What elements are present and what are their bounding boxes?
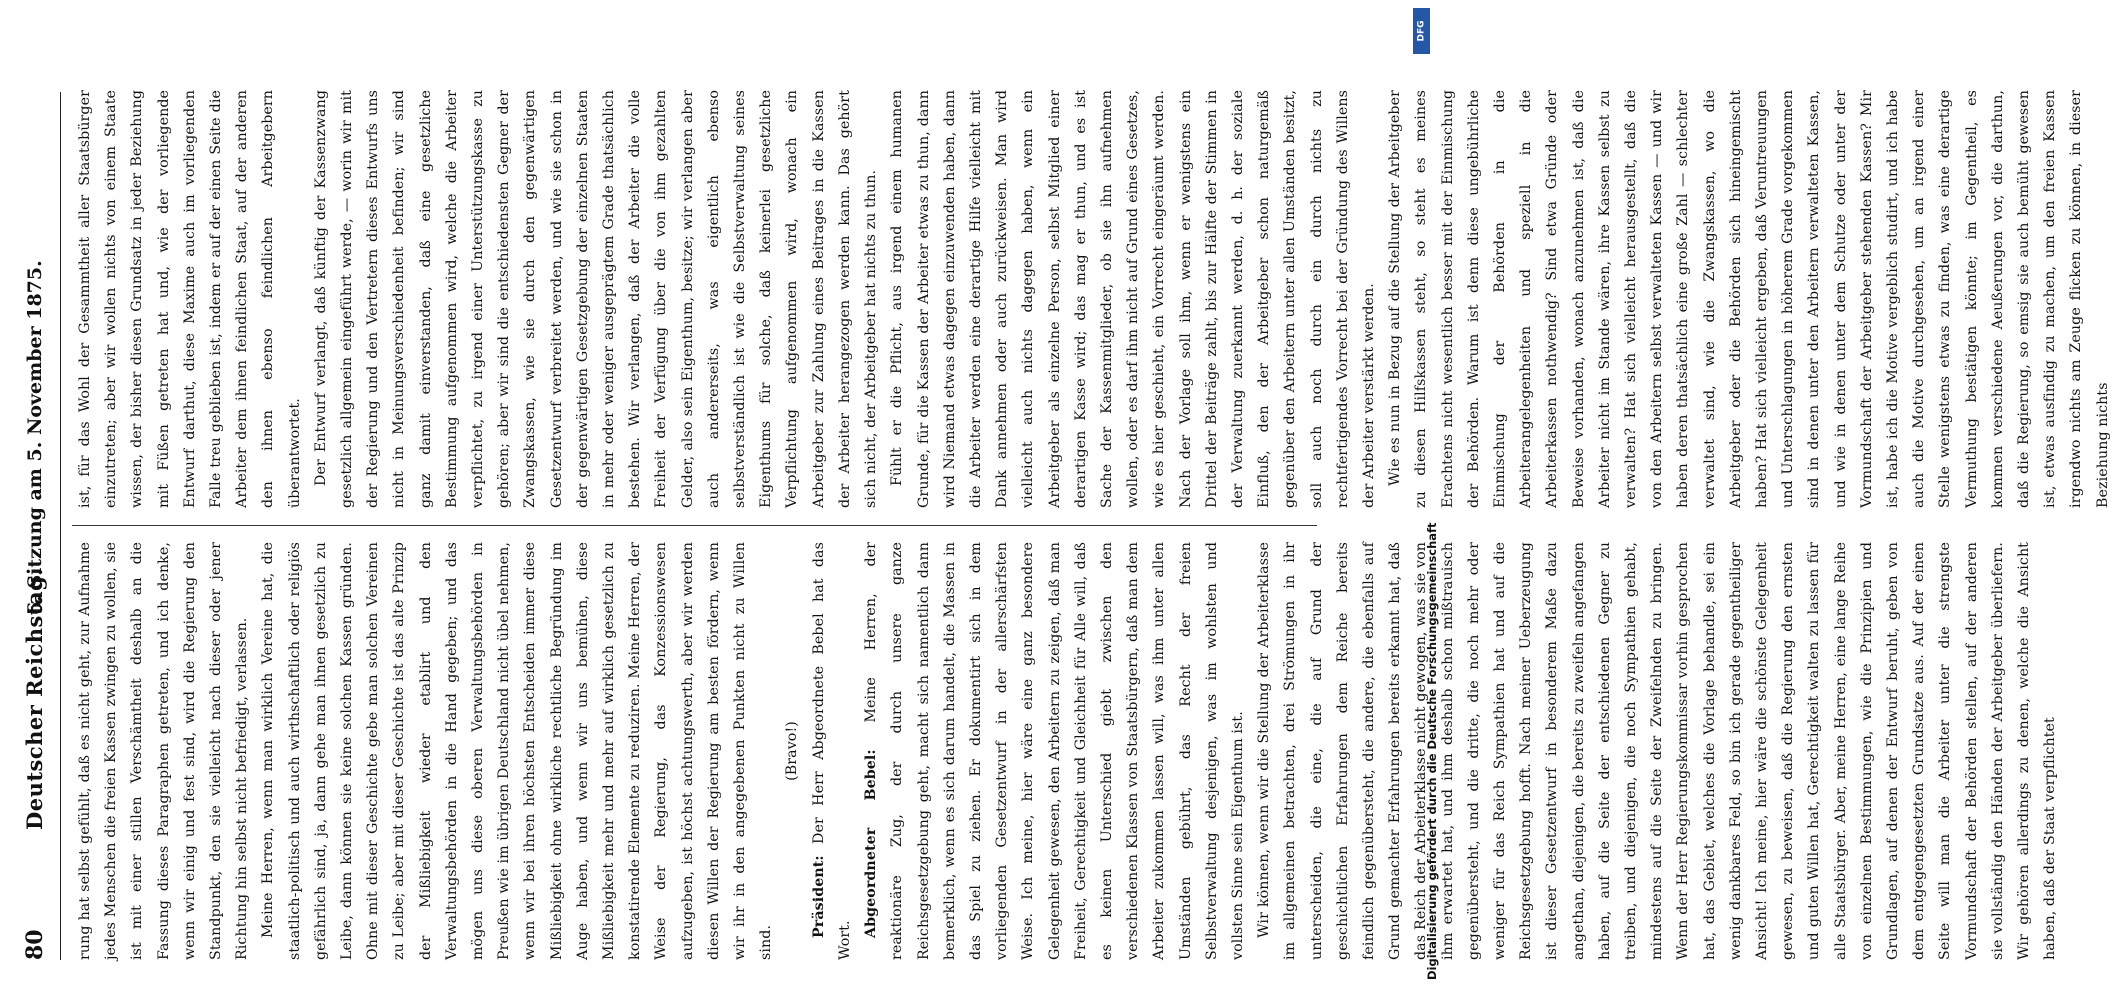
dfg-logo: DFG [1413, 8, 1430, 54]
session-heading: 6. Sitzung am 5. November 1875. [24, 260, 46, 615]
speaker-label: Abgeordneter Bebel: [863, 749, 880, 938]
journal-title: Deutscher Reichstag. [22, 567, 47, 830]
speech-text: Der Herr Abgeordnete Bebel hat das Wort. [810, 542, 853, 960]
body-paragraph: Fühlt er die Pflicht, aus irgend einem humanen Grunde, für die Kassen der Arbeiter etwas zu thun, dann wird Niemand etwas dagegen einzuwenden haben, dann die Arbeiter werden eine derartige Hilfe vielleicht mit Dank annehmen oder auch zurückweisen. Man wird vielleicht auch nichts dagegen haben, wenn ein Arbeitgeber als einzelne Person, selbst Mitglied einer derartigen Kasse wird; das mag er thun, und es ist Sache der Kassenmitglieder, ob sie ihn aufnehmen wollen, oder es darf ihm nicht auf Grund eines Gesetzes, wie es hier geschieht, ein Vorrecht eingeräumt werden. Nach der Vorlage soll ihm, wenn er wenigstens ein Drittel der Beiträge zahlt, bis zur Hälfte der Stimmen in der Verwaltung zuerkannt werden, d. h. der soziale Einfluß, den der Arbeitgeber schon naturgemäß gegenüber den Arbeitern unter allen Umständen besitzt, soll auch noch durch ein durch nichts zu rechtfertigendes Vorrecht bei der Gründung des Willens der Arbeiter verstärkt werden. [889, 90, 1377, 508]
body-paragraph: Meine Herren, wenn man wirklich Vereine hat, die staatlich-politisch und auch wirthschaftlich oder religiös gefährlich sind, ja, dann gehe man ihnen gesetzlich zu Leibe, dann können sie keine solchen Kassen gründen. Ohne mit dieser Geschichte gebe man solchen Vereinen zu Leibe; aber mit dieser Geschichte ist das alte Prinzip der Mißliebigkeit wieder etablirt und den Verwaltungsbehörden in die Hand gegeben; und das mögen uns diese oberen Verwaltungsbehörden in Preußen wie im übrigen Deutschland nicht übel nehmen, wenn wir bei ihren höchsten Entscheiden immer diese Mißliebigkeit ohne wirkliche rechtliche Begründung im Auge haben, und wenn wir uns bemühen, diese Mißliebigkeit mehr und mehr auf wirklich gesetzlich zu konstatirende Elemente zu reduziren. Meine Herren, der Weise der Regierung, das Konzessionswesen aufzugeben, ist höchst achtungswerth, aber wir werden diesen Willen der Regierung am besten fördern, wenn wir ihr in den angegebenen Punkten nicht zu Willen sind. [260, 542, 775, 960]
speech-paragraph [858, 542, 1251, 960]
digitization-notice-text: Digitalisierung gefördert durch die Deutsche Forschungsgemeinschaft [1425, 522, 1439, 980]
page-header [14, 92, 61, 960]
continued-paragraph: rung hat selbst gefühlt, daß es nicht geht, zur Aufnahme jedes Menschen die freien Kassen zwingen zu wollen, sie ist mit einer stillen Verschämtheit deshalb an die Fassung dieses Paragraphen getreten, und ich denke, wenn wir einig und fest sind, wird die Regierung den Standpunkt, den sie vielleicht nach dieser oder jener Richtung hin selbst nicht befriedigt, verlassen. [77, 542, 251, 960]
body-paragraph: Wir können, wenn wir die Stellung der Arbeiterklasse im allgemeinen betrachten, drei Strömungen in ihr unterscheiden, die eine, die auf Grund der geschichtlichen Erfahrungen dem Reiche bereits feindlich gegenübersteht, die andere, die ebenfalls auf Grund gemachter Erfahrungen bereits erkannt hat, daß das Reich der Arbeiterklasse nicht gewogen, was sie von ihm erwartet hat, und ihm deshalb schon mißtrauisch gegenübersteht, und die dritte, die noch mehr oder weniger für das Reich Sympathien hat und auf die Reichsgesetzgebung hofft. Nach meiner Ueberzeugung ist dieser Gesetzentwurf in besonderem Maße dazu angethan, diejenigen, die bereits zu zweifeln angefangen haben, auf die Seite der entschiedenen Gegner zu treiben, und diejenigen, die noch Sympathien gehabt, mindestens auf die Seite der Zweifelnden zu bringen. Wenn der Herr Regierungskommissar vorhin gesprochen hat, das Gebiet, welches die Vorlage behandle, sei ein wenig dankbares Feld, so bin ich gerade gegentheiliger Ansicht! Ich meine, hier wäre die schönste Gelegenheit gewesen, zu beweisen, daß die Regierung den ernsten und guten Willen hat, Gerechtigkeit walten zu lassen für alle Staatsbürger. Aber, meine Herren, eine lange Reihe von einzelnen Bestimmungen, wie die Prinzipien und Grundlagen, auf denen der Entwurf beruht, geben von dem entgegengesetzten Grundsatze aus. Auf der einen Seite will man die Arbeiter unter die strengste Vormundschaft der Behörden stellen, auf der anderen sie vollständig den Händen der Arbeitgeber überliefern. Wir gehören allerdings zu denen, welche die Ansicht haben, daß der Staat verpflichtet [1256, 542, 2059, 960]
speaker-label: Präsident: [810, 855, 827, 938]
body-paragraph: Der Entwurf verlangt, daß künftig der Kassenzwang gesetzlich allgemein eingeführt werde, — worin wir mit der Regierung und den Vertretern dieses Entwurfs uns nicht in Meinungsverschiedenheit befinden; wir sind ganz damit einverstanden, daß eine gesetzliche Bestimmung aufgenommen wird, welche die Arbeiter verpflichtet, zu irgend einer Unterstützungskasse zu gehören; aber wir sind die entschiedensten Gegner der Zwangskassen, wie sie durch den gegenwärtigen Gesetzentwurf verbreitet werden, und wie sie schon in der gegenwärtigen Gesetzgebung der einzelnen Staaten in mehr oder weniger ausgeprägtem Grade thatsächlich bestehen. Wir verlangen, daß der Arbeiter die volle Freiheit der Verfügung über die von ihm gezahlten Gelder, also sein Eigenthum, besitze; wir verlangen aber auch andererseits, was eigentlich ebenso selbstverständlich ist wie die Selbstverwaltung seines Eigenthums für solche, daß keinerlei gesetzliche Verpflichtung aufgenommen wird, wonach ein Arbeitgeber zur Zahlung eines Beitrages in die Kassen der Arbeiter herangezogen werden kann. Das gehört sich nicht, der Arbeitgeber hat nichts zu thun. [312, 90, 880, 508]
continued-paragraph: ist, für das Wohl der Gesammtheit aller Staatsbürger einzutreten; aber wir wollen nichts von einem Staate wissen, der bisher diesen Grundsatz in jeder Beziehung mit Füßen getreten hat und, wie der vorliegende Entwurf darthut, diese Maxime auch im vorliegenden Falle treu geblieben ist, indem er auf der einen Seite die Arbeiter dem ihnen feindlichen Staat, auf der anderen den ihnen ebenso feindlichen Arbeitgebern überantwortet. [77, 90, 303, 508]
speech-text: Meine Herren, der reaktionäre Zug, der durch unsere ganze Reichsgesetzgebung geht, macht sich namentlich dann bemerklich, wenn es sich darum handelt, die Massen in das Spiel zu ziehen. Er dokumentirt sich in dem vorliegenden Gesetzentwurf in der allerschärfsten Weise. Ich meine, hier wäre eine ganz besondere Gelegenheit gewesen, den Arbeitern zu zeigen, daß man Freiheit, Gerechtigkeit und Gleichheit für Alle will, daß es keinen Unterschied giebt zwischen den verschiedenen Klassen von Staatsbürgern, daß man dem Arbeiter zukommen lassen will, was ihm unter allen Umständen gebührt, das Recht der freien Selbstverwaltung desjenigen, was im wohlsten und vollsten Sinne sein Eigenthum ist. [863, 542, 1246, 960]
text-column-right [72, 90, 2111, 508]
speech-paragraph [806, 542, 858, 960]
body-paragraph: Wie es nun in Bezug auf die Stellung der Arbeitgeber zu diesen Hilfskassen steht, so steht es meines Erachtens nicht wesentlich besser mit der Einmischung der Behörden. Warum ist denn diese ungebührliche Einmischung der Behörden in die Arbeiterangelegenheiten und speziell in die Arbeiterkassen nothwendig? Sind etwa Gründe oder Beweise vorhanden, wonach anzunehmen ist, daß die Arbeiter nicht im Stande wären, ihre Kassen selbst zu verwalten? Hat sich vielleicht herausgestellt, daß die von den Arbeitern selbst verwalteten Kassen — und wir haben deren thatsächlich eine große Zahl — schlechter verwaltet sind, wie die Zwangskassen, wo die Arbeitgeber oder die Behörden sich hineingemischt haben? Hat sich vielleicht ergeben, daß Veruntreuungen und Unterschlagungen in höherem Grade vorgekommen sind in denen unter den Arbeitern verwalteten Kassen, und wie in denen unter dem Schutze oder unter der Vormundschaft der Arbeitgeber stehenden Kassen? Mir ist, habe ich die Motive vergeblich studirt, und ich habe auch die Motive durchgesehen, um an irgend einer Stelle wenigstens etwas zu finden, was eine derartige Vermuthung bestätigen könnte; im Gegentheil, es kommen verschiedene Aeußerungen vor, die darthun, daß die Regierung, so emsig sie auch bemüht gewesen ist, etwas ausfindig zu machen, um den freien Kassen irgendwo nichts am Zeuge flicken zu können, in dieser Beziehung nichts [1387, 90, 2111, 508]
applause-note: (Bravo!) [784, 721, 801, 781]
column-divider [72, 525, 1317, 526]
page-number: 80 [22, 929, 48, 960]
